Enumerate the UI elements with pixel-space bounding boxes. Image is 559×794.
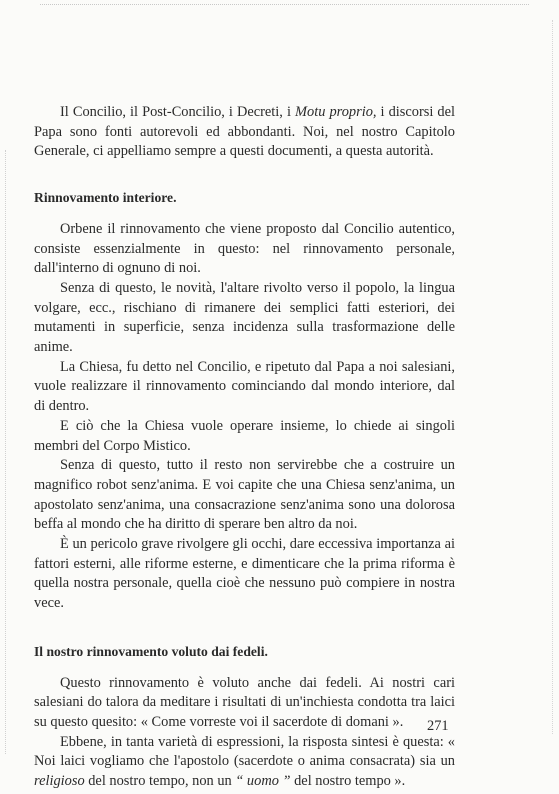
section1-paragraph-4: E ciò che la Chiesa vuole operare insieme, lo chiede ai singoli membri del Corpo Mistico. bbox=[34, 417, 455, 454]
scan-edge-right bbox=[552, 20, 553, 734]
section2-p2-emphasis-1: religioso bbox=[34, 773, 85, 790]
body-text bbox=[34, 103, 455, 792]
intro-emphasis: Motu proprio, bbox=[295, 104, 377, 120]
section2-p2-text-2: del nostro tempo, non un bbox=[84, 773, 236, 790]
scan-edge-left bbox=[5, 150, 6, 754]
section2-p2-emphasis-2: “ uomo ” bbox=[235, 773, 291, 790]
section2-paragraph-1: Questo rinnovamento è voluto anche dai fedeli. Ai nostri cari salesiani do talora da meditare i risultati di un'inchiesta condotta tra laici su questo quesito: « Come vorreste voi il sacerdote di domani ». bbox=[34, 674, 455, 730]
section1-paragraph-5: Senza di questo, tutto il resto non servirebbe che a costruire un magnifico robot senz'anima. E voi capite che una Chiesa senz'anima, un apostolato senz'anima, una consacrazione senz'anima sono una dolorosa beffa al mondo che ha diritto di sperare ben altro da noi. bbox=[34, 457, 455, 533]
section1-paragraph-1: Orbene il rinnovamento che viene proposto dal Concilio autentico, consiste essenzialmente in questo: nel rinnovamento personale, dall'interno di ognuno di noi. bbox=[34, 220, 455, 277]
section2-p2-text-1: Ebbene, in tanta varietà di espressioni, la risposta sintesi è questa: « Noi laici vogliamo che l'apostolo (sacerdote o anima consacrata) sia un bbox=[34, 733, 455, 770]
section1-paragraph-3: La Chiesa, fu detto nel Concilio, e ripetuto dal Papa a noi salesiani, vuole realizzare il rinnovamento cominciando dal mondo interiore, dal di dentro. bbox=[34, 358, 455, 415]
section2-paragraph-2 bbox=[34, 733, 455, 792]
intro-text-2: i discorsi del Papa sono fonti autorevoli ed abbondanti. Noi, nel nostro Capitolo Generale, ci appelliamo sempre a questi documenti, a questa autorità. bbox=[34, 104, 456, 160]
section-heading-rinnovamento-interiore: Rinnovamento interiore. bbox=[34, 190, 177, 206]
section1-paragraph-6: È un pericolo grave rivolgere gli occhi, dare eccessiva importanza ai fattori esterni, alle riforme esterne, e dimenticare che la prima riforma è quella nostra personale, quella cioè che nessuno può compiere in nostra vece. bbox=[34, 536, 455, 612]
section1-paragraph-2: Senza di questo, le novità, l'altare rivolto verso il popolo, la lingua volgare, ecc., rischiano di rimanere dei semplici fatti esteriori, dei mutamenti in superficie, senza incidenza sulla trasformazione delle anime. bbox=[34, 279, 455, 356]
scan-edge-top bbox=[40, 4, 529, 5]
section-heading-voluto-dai-fedeli: Il nostro rinnovamento voluto dai fedeli. bbox=[34, 643, 268, 659]
intro-paragraph bbox=[34, 103, 455, 162]
section2-p2-text-3: del nostro tempo ». bbox=[290, 773, 406, 790]
intro-text-1: Il Concilio, il Post-Concilio, i Decreti, i bbox=[60, 104, 296, 120]
page-number: 271 bbox=[427, 718, 449, 734]
